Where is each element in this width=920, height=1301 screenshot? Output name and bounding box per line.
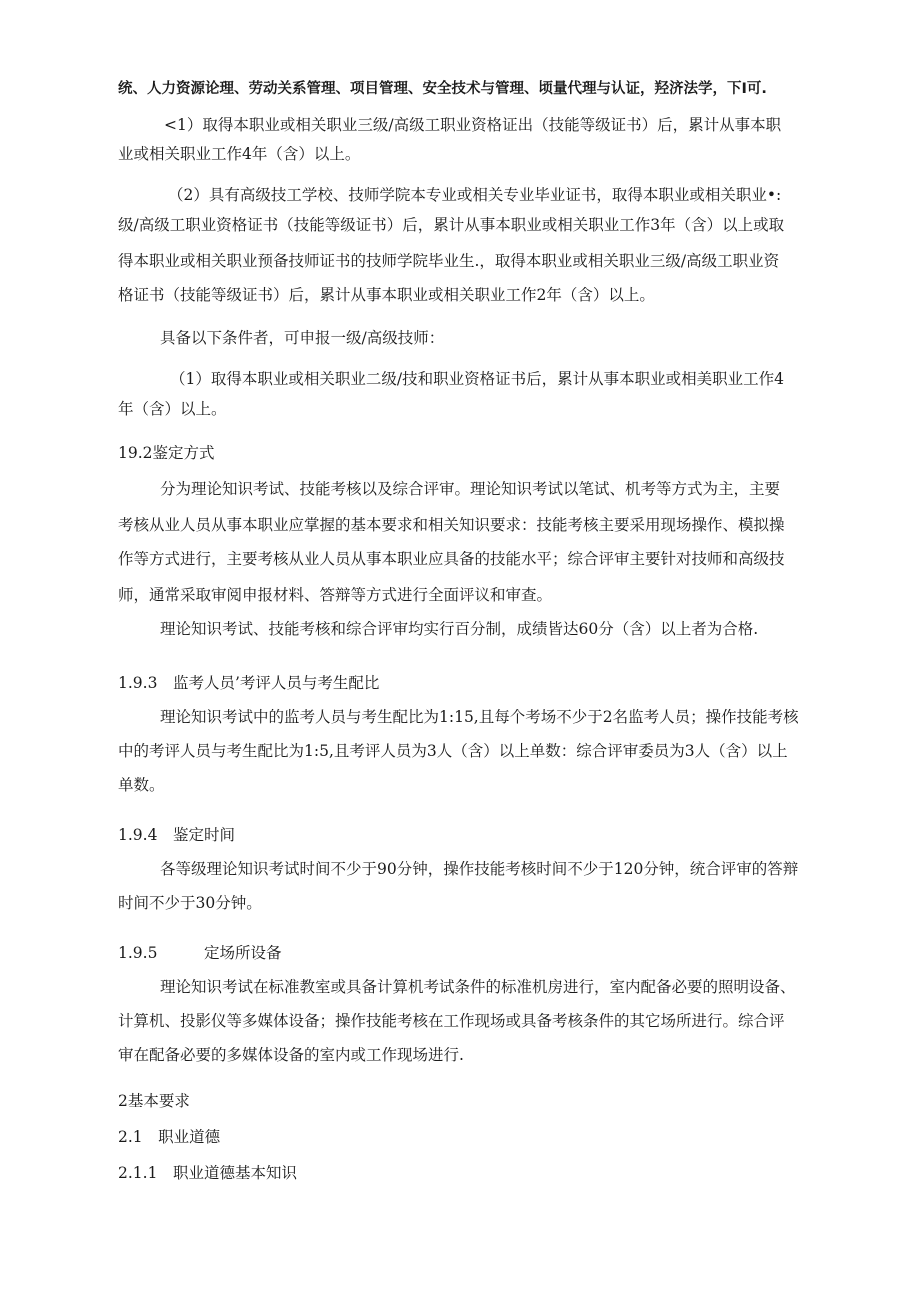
section-heading: 2.1 职业道德 [118,1128,221,1146]
text-line: <1）取得本职业或相关职业三级/高级工职业资格证出（技能等级证书）后，累计从事本职 [164,116,782,134]
text-line: （2）具有高级技工学校、技师学院本专业或相关专业毕业证书，取得本职业或相关职业•: [168,186,782,204]
text-line: 时间不少于30分钟。 [118,894,262,912]
text-line: 格证书（技能等级证书）后，累计从事本职业或相关职业工作2年（含）以上。 [118,286,655,304]
text-line: 理论知识考试、技能考核和综合评审均实行百分制，成绩皆达60分（含）以上者为合格. [160,620,759,638]
section-heading: 1.9.3 监考人员’考评人员与考生配比 [118,674,380,692]
section-heading: 2.1.1 职业道德基本知识 [118,1164,297,1182]
section-heading: 1.9.5 定场所设备 [118,944,282,962]
text-line: 理论知识考试在标准教室或具备计算机考试条件的标准机房进行，室内配备必要的照明设备、 [160,978,796,996]
text-line: 考核从业人员从事本职业应掌握的基本要求和相关知识要求：技能考核主要采用现场操作、模拟操 [118,516,785,534]
text-line: 作等方式进行，主要考核从业人员从事本职业应具备的技能水平；综合评审主要针对技师和高级技 [118,550,785,568]
text-line: 计算机、投影仪等多媒体设备；操作技能考核在工作现场或具备考核条件的其它场所进行。综合评 [118,1012,785,1030]
text-line: 各等级理论知识考试时间不少于90分钟，操作技能考核时间不少于120分钟，统合评审的答辩 [160,860,799,878]
text-line: 年（含）以上。 [118,400,227,418]
text-line: （1）取得本职业或相关职业二级/技和职业资格证书后，累计从事本职业或相美职业工作4 [170,370,784,388]
section-heading: 2基本要求 [118,1092,190,1110]
text-line-continuation: 统、人力资源论理、劳动关系管理、项目管理、安全技术与管理、顷量代理与认证，羟济法学，下I可. [118,81,767,97]
text-line: 理论知识考试中的监考人员与考生配比为1:15,且每个考场不少于2名监考人员；操作技能考核 [160,708,799,726]
text-line: 中的考评人员与考生配比为1:5,且考评人员为3人（含）以上单数：综合评审委员为3人（含）以上 [118,742,788,760]
text-line: 师，通常采取审阅申报材料、答辩等方式进行全面评议和审查。 [118,586,553,604]
text-line: 业或相关职业工作4年（含）以上。 [118,145,361,163]
text-line: 级/高级工职业资格证书（技能等级证书）后，累计从事本职业或相关职业工作3年（含）以上或取 [118,216,785,234]
section-heading: 19.2鉴定方式 [118,444,215,462]
text-line: 单数。 [118,776,165,794]
text-line: 审在配备必要的多媒体设备的室内或工作现场进行. [118,1046,464,1064]
text-line: 得本职业或相关职业预备技师证书的技师学院毕业生.，取得本职业或相关职业三级/高级工职业资 [118,252,780,270]
text-line: 具备以下条件者，可申报一级/高级技师： [160,329,445,347]
section-heading: 1.9.4 鉴定时间 [118,826,235,844]
text-line: 分为理论知识考试、技能考核以及综合评审。理论知识考试以笔试、机考等方式为主，主要 [160,480,781,498]
